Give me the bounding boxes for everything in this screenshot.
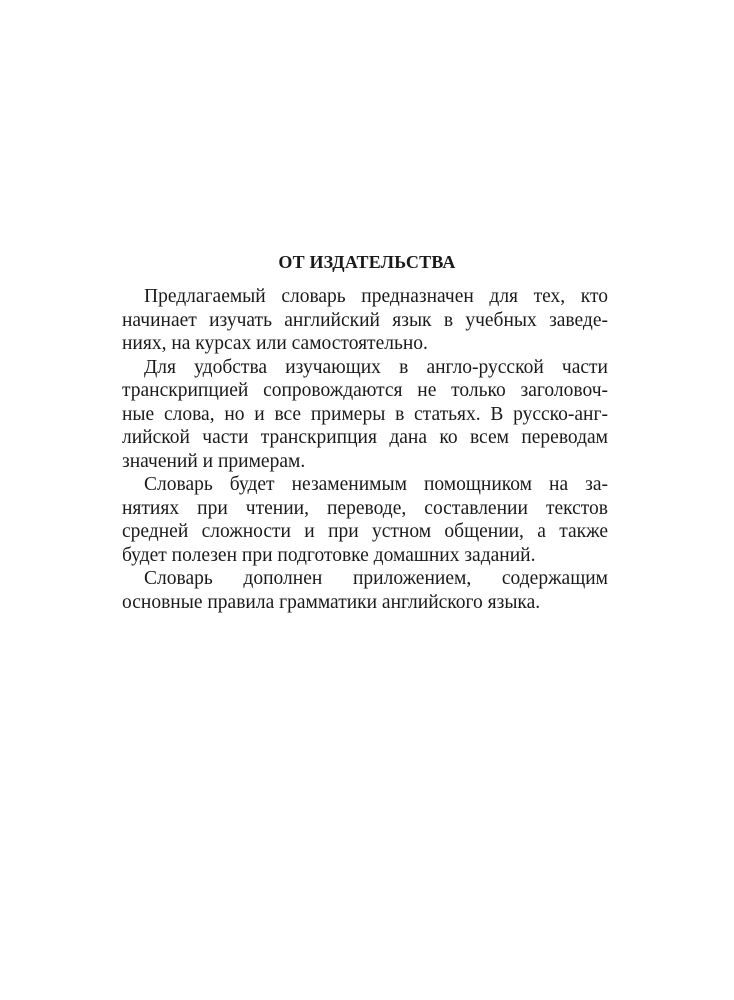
text-line: транскрипцией сопровождаются не только заголовоч- xyxy=(122,380,608,401)
paragraph xyxy=(122,285,608,356)
paragraph xyxy=(122,473,608,567)
paragraph xyxy=(122,356,608,474)
text-line: лийской части транскрипция дана ко всем переводам xyxy=(122,427,608,448)
text-line: значений и примерам. xyxy=(122,450,306,472)
text-line: Словарь дополнен приложением, содержащим xyxy=(144,568,608,589)
text-line: ниях, на курсах или самостоятельно. xyxy=(122,333,428,354)
page-title: ОТ ИЗДАТЕЛЬСТВА xyxy=(278,252,456,272)
text-line: будет полезен при подготовке домашних заданий. xyxy=(122,544,536,566)
text-line: Предлагаемый словарь предназначен для тех, кто xyxy=(144,286,608,307)
paragraph xyxy=(122,567,608,614)
text-line: Словарь будет незаменимым помощником на за- xyxy=(144,474,608,495)
text-line: начинает изучать английский язык в учебных заведе- xyxy=(122,309,608,331)
text-line: Для удобства изучающих в англо-русской части xyxy=(144,356,608,378)
text-line: основные правила грамматики английского языка. xyxy=(122,591,541,613)
text-line: ные слова, но и все примеры в статьях. В русско-анг- xyxy=(122,403,608,425)
body-text xyxy=(122,285,608,614)
text-line: нятиях при чтении, переводе, составлении текстов xyxy=(122,497,608,519)
text-line: средней сложности и при устном общении, а также xyxy=(122,521,608,542)
